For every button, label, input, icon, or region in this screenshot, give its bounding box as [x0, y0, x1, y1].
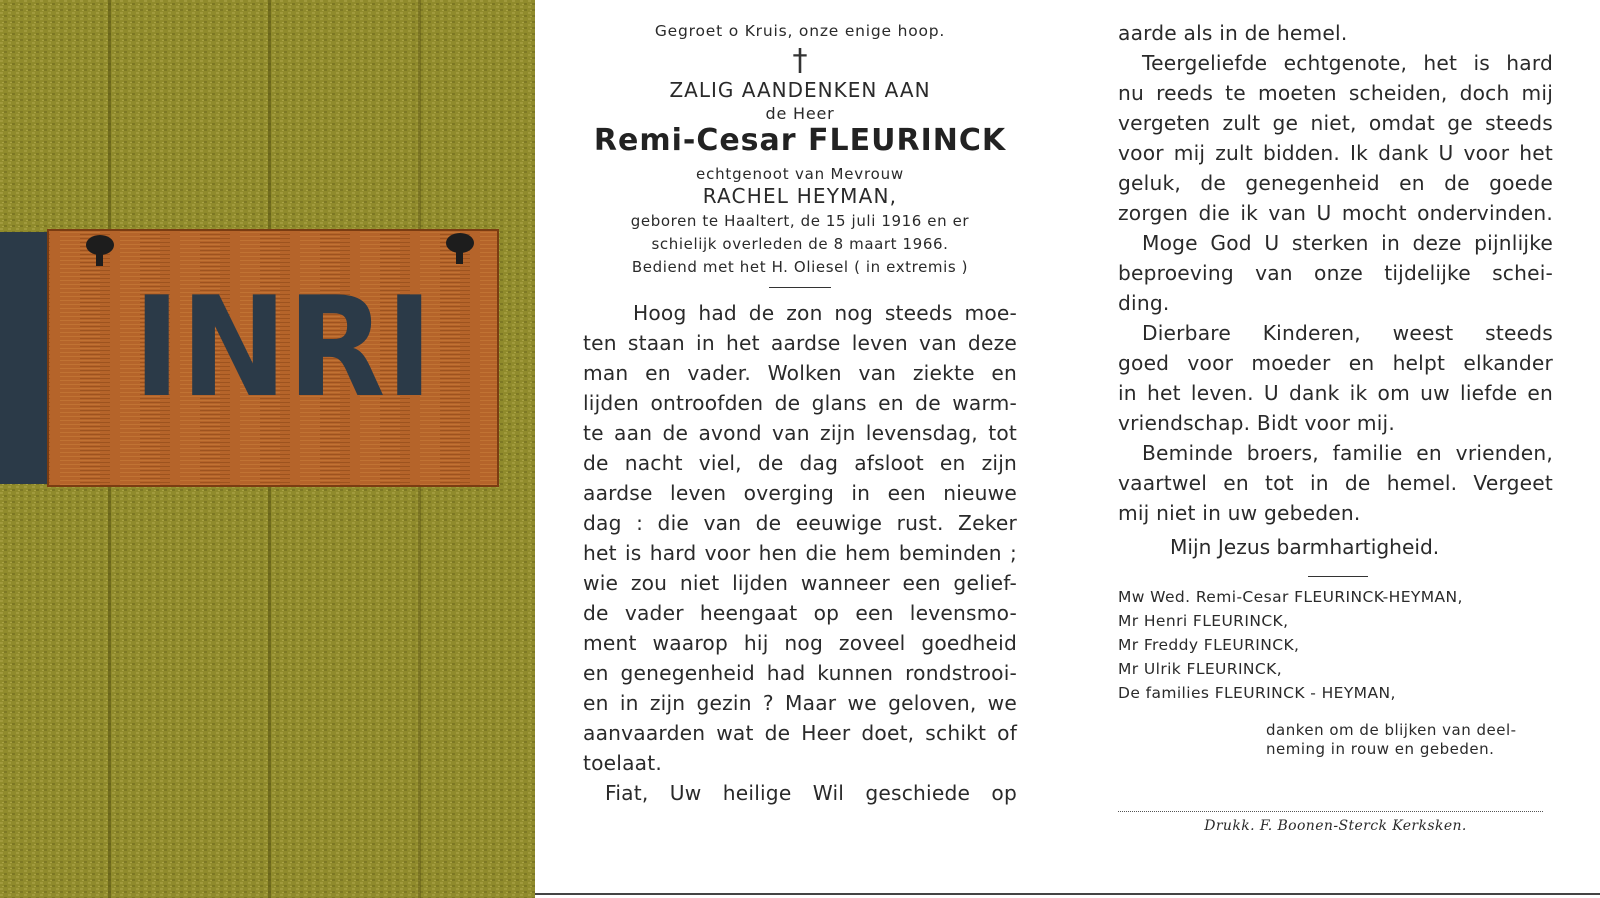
family-member: De families FLEURINCK - HEYMAN, [1118, 684, 1396, 702]
bottom-edge [535, 893, 1600, 895]
body-continuation [1118, 18, 1553, 48]
thanks-line: neming in rouw en gebeden. [1266, 740, 1495, 758]
greeting: Gegroet o Kruis, onze enige hoop. [654, 22, 946, 40]
text-line: te aan de avond van zijn levensdag, tot [583, 421, 1017, 445]
text-line: Teergeliefde echtgenote, het is hard [1142, 51, 1553, 75]
text-line: de vader heengaat op een levensmo- [583, 601, 1017, 625]
middle-column [583, 18, 1017, 808]
right-column [1118, 18, 1553, 834]
text-line: Fiat, Uw heilige Wil geschiede op [605, 781, 1017, 805]
text-line: Beminde broers, familie en vrienden, [1142, 441, 1553, 465]
deceased-name: Remi-Cesar FLEURINCK [593, 123, 1007, 158]
text-line: ment waarop hij nog zoveel goedheid [583, 631, 1017, 655]
wood-background [0, 0, 535, 898]
text-line: ding. [1118, 291, 1170, 315]
birth-death-info [583, 210, 1017, 279]
text-line: mij niet in uw gebeden. [1118, 501, 1361, 525]
family-member: Mw Wed. Remi-Cesar FLEURINCK-HEYMAN, [1118, 588, 1463, 606]
text-line: Moge God U sterken in deze pijnlijke [1142, 231, 1553, 255]
family-list [1118, 585, 1553, 705]
text-line: in het leven. U dank ik om uw liefde en [1118, 381, 1553, 405]
cross-icon: † [792, 43, 808, 78]
text-line: Hoog had de zon nog steeds moe- [633, 301, 1017, 325]
inri-image [0, 0, 535, 898]
text-line: Dierbare Kinderen, weest steeds [1142, 321, 1553, 345]
text-line: toelaat. [583, 751, 662, 775]
text-line: wie zou niet lijden wanneer een gelief- [583, 571, 1017, 595]
body-paragraph-1 [583, 298, 1017, 778]
text-line: het is hard voor hen die hem beminden ; [583, 541, 1017, 565]
body-paragraph-family [1118, 438, 1553, 528]
text-line: en in zijn gezin ? Maar we geloven, we [583, 691, 1017, 715]
inri-sign-text: INRI [133, 267, 433, 428]
divider [1308, 576, 1368, 577]
text-line: zorgen die ik van U mocht ondervinden. [1118, 201, 1553, 225]
text-line: voor mij zult bidden. Ik dank U voor het [1118, 141, 1553, 165]
text-line: dag : die van de eeuwige rust. Zeker [583, 511, 1017, 535]
text-line: man en vader. Wolken van ziekte en [583, 361, 1017, 385]
text-line: lijden ontroofden de glans en de warm- [583, 391, 1017, 415]
divider [769, 287, 831, 288]
body-paragraph-god [1118, 228, 1553, 318]
body-paragraph-children [1118, 318, 1553, 438]
family-member: Mr Henri FLEURINCK, [1118, 612, 1289, 630]
text-line: nu reeds te moeten scheiden, doch mij [1118, 81, 1553, 105]
text-line: en genegenheid had kunnen rondstrooi- [583, 661, 1017, 685]
text-line: vaartwel en tot in de hemel. Vergeet [1118, 471, 1553, 495]
dotted-divider [1118, 811, 1543, 812]
spouse-label: echtgenoot van Mevrouw [696, 165, 904, 183]
spouse-name: RACHEL HEYMAN, [702, 184, 898, 208]
text-line: ten staan in het aardse leven van deze [583, 331, 1017, 355]
body-paragraph-2 [583, 778, 1017, 808]
text-line: de nacht viel, de dag afsloot en zijn [583, 451, 1017, 475]
memorial-heading: ZALIG AANDENKEN AAN [669, 78, 931, 102]
dates-line: Bediend met het H. Oliesel ( in extremis ) [631, 258, 969, 276]
text-line: beproeving van onze tijdelijke schei- [1118, 261, 1553, 285]
text-line: vriendschap. Bidt voor mij. [1118, 411, 1395, 435]
dates-line: geboren te Haaltert, de 15 juli 1916 en er [630, 212, 970, 230]
text-line: aanvaarden wat de Heer doet, schikt of [583, 721, 1017, 745]
title-heer: de Heer [765, 104, 835, 123]
text-line: vergeten zult ge niet, omdat ge steeds [1118, 111, 1553, 135]
text-line: goed voor moeder en helpt elkander [1118, 351, 1553, 375]
text-line: geluk, de genegenheid en de goede [1118, 171, 1553, 195]
text-line: aarde als in de hemel. [1118, 21, 1348, 45]
family-member: Mr Ulrik FLEURINCK, [1118, 660, 1283, 678]
closing-prayer: Mijn Jezus barmhartigheid. [1170, 535, 1440, 559]
dates-line: schielijk overleden de 8 maart 1966. [651, 235, 949, 253]
printer-credit: Drukk. F. Boonen-Sterck Kerksken. [1204, 818, 1467, 834]
text-line: aardse leven overging in een nieuwe [583, 481, 1017, 505]
thanks-line: danken om de blijken van deel- [1266, 721, 1517, 739]
thanks-note [1266, 721, 1553, 759]
family-member: Mr Freddy FLEURINCK, [1118, 636, 1300, 654]
body-paragraph-spouse [1118, 48, 1553, 228]
